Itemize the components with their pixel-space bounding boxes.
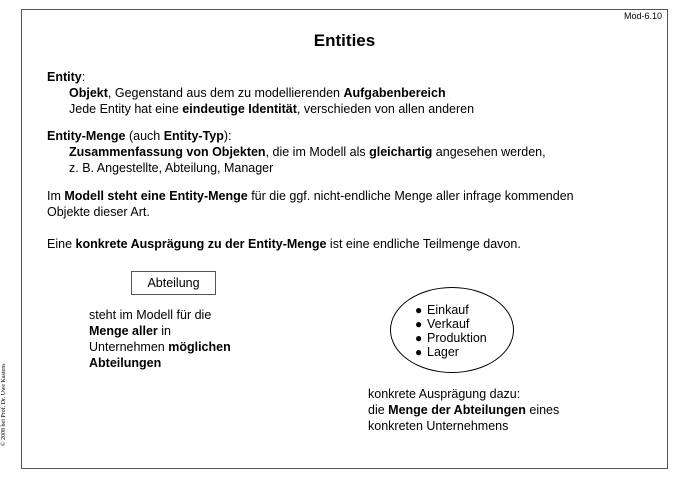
oval-desc-line-3: konkreten Unternehmens — [368, 419, 509, 433]
bullet-icon: ● — [415, 331, 423, 345]
list-item: ● Einkauf — [415, 303, 469, 317]
box-desc-line-2: Menge aller in — [89, 324, 171, 338]
entity-line-2: Jede Entity hat eine eindeutige Identität, verschieden von allen anderen — [69, 102, 475, 116]
slide-frame — [21, 9, 668, 469]
bullet-icon: ● — [415, 303, 423, 317]
slide-title: Entities — [313, 31, 376, 50]
list-item: ● Verkauf — [415, 317, 470, 331]
entity-set-heading: Entity-Menge (auch Entity-Typ): — [47, 129, 232, 143]
copyright-note: © 2008 bei Prof. Dr. Uwe Kastens — [1, 363, 7, 446]
entity-set-line-1: Zusammenfassung von Objekten, die im Modell als gleichartig angesehen werden, — [69, 145, 546, 159]
list-item: ● Lager — [415, 345, 459, 359]
concrete-paragraph: Eine konkrete Ausprägung zu der Entity-Menge ist eine endliche Teilmenge davon. — [47, 237, 521, 251]
page-number: Mod-6.10 — [623, 11, 662, 21]
bullet-icon: ● — [415, 317, 423, 331]
entity-line-1: Objekt, Gegenstand aus dem zu modellierenden Aufgabenbereich — [69, 86, 446, 100]
bullet-icon: ● — [415, 345, 423, 359]
box-desc-line-3: Unternehmen möglichen — [89, 340, 231, 354]
box-desc-line-1: steht im Modell für die — [89, 308, 212, 322]
abteilungen-list — [415, 303, 487, 359]
model-paragraph-line-2: Objekte dieser Art. — [47, 205, 150, 219]
oval-desc-line-1: konkrete Ausprägung dazu: — [368, 387, 521, 401]
entity-heading: Entity: — [47, 70, 86, 84]
model-paragraph-line-1: Im Modell steht eine Entity-Menge für die ggf. nicht-endliche Menge aller infrage kommenden — [47, 189, 574, 203]
abteilungen-oval — [390, 287, 514, 373]
entity-set-line-2: z. B. Angestellte, Abteilung, Manager — [69, 161, 274, 175]
box-desc-line-4: Abteilungen — [89, 356, 162, 370]
abteilung-box: Abteilung — [131, 271, 216, 295]
oval-desc-line-2: die Menge der Abteilungen eines — [368, 403, 560, 417]
list-item: ● Produktion — [415, 331, 487, 345]
